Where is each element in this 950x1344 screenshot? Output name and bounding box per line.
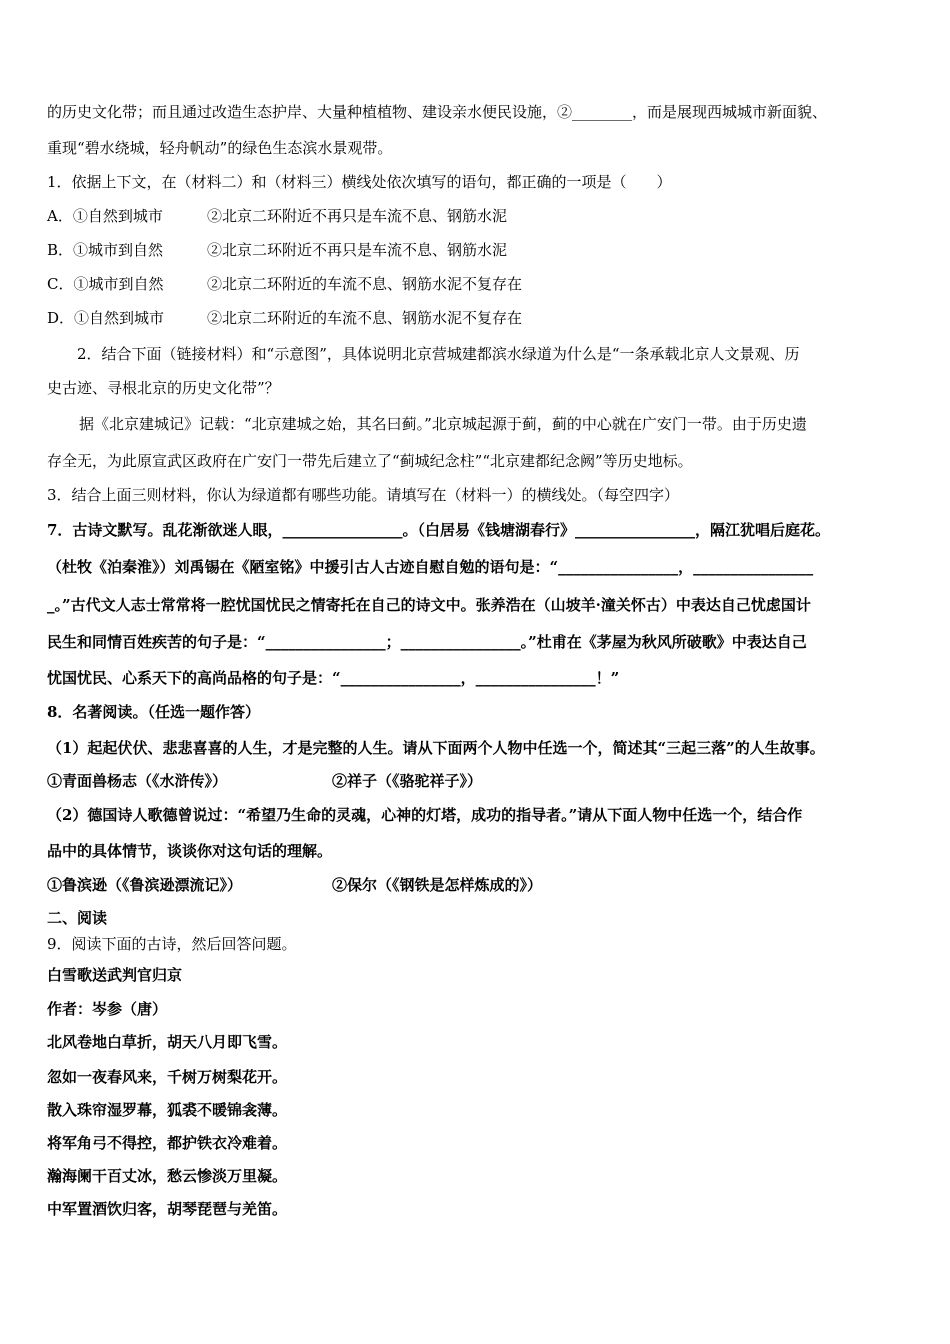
- question-8-part-2-options: [47, 874, 907, 896]
- material-tail-line-1: 的历史文化带；而且通过改造生态护岸、大量种植植物、建设亲水便民设施，②________，而是展现西城城市新面貌、: [47, 103, 828, 121]
- option-text: ②北京二环附近的车流不息、钢筋水泥不复存在: [207, 309, 523, 327]
- section-heading: 二、阅读: [47, 909, 108, 927]
- question-1-stem: 1．依据上下文，在（材料二）和（材料三）横线处依次填写的语句，都正确的一项是（ ）: [47, 173, 672, 191]
- option-label: D．①自然到城市: [47, 309, 165, 327]
- question-1-option-c: [47, 273, 907, 295]
- question-1-option-a: [47, 205, 907, 227]
- poem-author: 作者：岑参（唐）: [47, 1000, 168, 1018]
- poem-line: 中军置酒饮归客，胡琴琵琶与羌笛。: [47, 1200, 288, 1218]
- link-material-line-1: 据《北京建城记》记载：“北京建城之始，其名曰蓟。”北京城起源于蓟，蓟的中心就在广安门一带。由于历史遗: [79, 415, 807, 433]
- option-label: B．①城市到自然: [47, 241, 164, 259]
- question-8-part-1: （1）起起伏伏、悲悲喜喜的人生，才是完整的人生。请从下面两个人物中任选一个，简述其“三起三落”的人生故事。: [47, 739, 825, 757]
- option-text: ②北京二环附近不再只是车流不息、钢筋水泥: [207, 241, 508, 259]
- question-2-line-2: 史古迹、寻根北京的历史文化带”？: [47, 379, 280, 397]
- poem-line: 瀚海阑干百丈冰，愁云惨淡万里凝。: [47, 1167, 288, 1185]
- question-3: 3．结合上面三则材料，你认为绿道都有哪些功能。请填写在（材料一）的横线处。（每空四字）: [47, 486, 680, 504]
- question-7-line-1: 7．古诗文默写。乱花渐欲迷人眼，________________。（白居易《钱塘湖春行》________________，隔江犹唱后庭花。: [47, 521, 830, 539]
- poem-line: 北风卷地白草折，胡天八月即飞雪。: [47, 1033, 288, 1051]
- option-2: ②保尔（《钢铁是怎样炼成的》）: [332, 876, 543, 894]
- question-8-part-2-line-2: 品中的具体情节，谈谈你对这句话的理解。: [47, 842, 333, 860]
- option-label: A．①自然到城市: [47, 207, 163, 225]
- question-8-part-2-line-1: （2）德国诗人歌德曾说过：“希望乃生命的灵魂，心神的灯塔，成功的指导者。”请从下面人物中任选一个，结合作: [47, 806, 803, 824]
- poem-title: 白雪歌送武判官归京: [47, 966, 183, 984]
- poem-line: 忽如一夜春风来，千树万树梨花开。: [47, 1068, 288, 1086]
- option-label: C．①城市到自然: [47, 275, 164, 293]
- question-8-stem: 8．名著阅读。（任选一题作答）: [47, 703, 260, 721]
- question-1-option-b: [47, 239, 907, 261]
- question-8-part-1-options: [47, 770, 907, 792]
- question-1-option-d: [47, 307, 907, 329]
- question-2-line-1: 2．结合下面（链接材料）和“示意图”，具体说明北京营城建都滨水绿道为什么是“一条承载北京人文景观、历: [77, 345, 800, 363]
- option-text: ②北京二环附近不再只是车流不息、钢筋水泥: [207, 207, 508, 225]
- option-text: ②北京二环附近的车流不息、钢筋水泥不复存在: [207, 275, 523, 293]
- question-7-line-2: （杜牧《泊秦淮》）刘禹锡在《陋室铭》中援引古人古迹自慰自勉的语句是：“________________，________________: [47, 558, 814, 576]
- question-7-line-4: 民生和同情百姓疾苦的句子是：“________________；________________。”杜甫在《茅屋为秋风所破歌》中表达自己: [47, 633, 807, 651]
- question-7-line-5: 忧国忧民、心系天下的高尚品格的句子是：“________________，________________！”: [47, 669, 620, 687]
- link-material-line-2: 存全无，为此原宣武区政府在广安门一带先后建立了“蓟城纪念柱”“北京建都纪念阙”等历史地标。: [47, 452, 693, 470]
- question-9-stem: 9．阅读下面的古诗，然后回答问题。: [47, 935, 297, 953]
- poem-line: 将军角弓不得控，都护铁衣冷难着。: [47, 1134, 288, 1152]
- material-tail-line-2: 重现“碧水绕城，轻舟帆动”的绿色生态滨水景观带。: [47, 139, 393, 157]
- poem-line: 散入珠帘湿罗幕，狐裘不暖锦衾薄。: [47, 1101, 288, 1119]
- option-1: ①鲁滨逊（《鲁滨逊漂流记》）: [47, 876, 243, 894]
- option-1: ①青面兽杨志（《水浒传》）: [47, 772, 228, 790]
- option-2: ②祥子（《骆驼祥子》）: [332, 772, 483, 790]
- question-7-line-3: _。”古代文人志士常常将一腔忧国忧民之情寄托在自己的诗文中。张养浩在（山坡羊·潼关怀古）中表达自己忧虑国计: [47, 596, 811, 614]
